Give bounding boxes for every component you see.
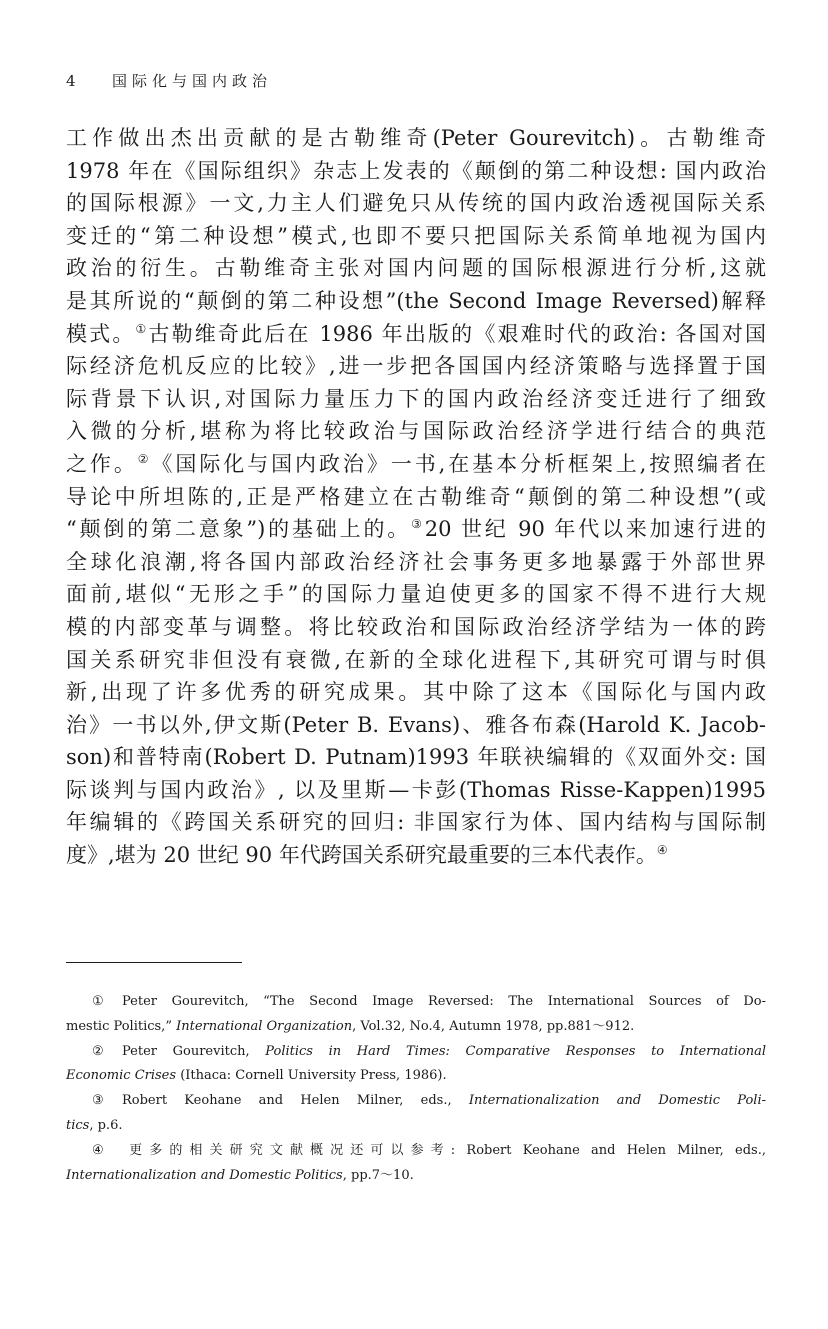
footnote-4: ④ 更多的相关研究文献概况还可以参考: Robert Keohane and Helen Milner, eds.,: [66, 1139, 766, 1164]
running-head: [66, 70, 272, 91]
body-line: 国关系研究非但没有衰微,在新的全球化进程下,其研究可谓与时俱: [66, 647, 766, 672]
body-line: 治》一书以外,伊文斯(Peter B. Evans)、雅各布森(Harold K. Jacob-: [66, 712, 766, 737]
footnote-2: ② Peter Gourevitch, Politics in Hard Times: Comparative Responses to International: [66, 1040, 766, 1065]
body-line: 新,出现了许多优秀的研究成果。其中除了这本《国际化与国内政: [66, 680, 766, 705]
body-line: 际谈判与国内政治》, 以及里斯—卡彭(Thomas Risse-Kappen)1995: [66, 777, 766, 802]
body-text: [66, 122, 766, 872]
body-line: 全球化浪潮,将各国内部政治经济社会事务更多地暴露于外部世界: [66, 549, 766, 574]
body-line: 导论中所坦陈的,正是严格建立在古勒维奇“颠倒的第二种设想”(或: [66, 484, 766, 509]
body-line: 年编辑的《跨国关系研究的回归: 非国家行为体、国内结构与国际制: [66, 810, 766, 835]
journal-title: International Organization: [176, 1018, 353, 1034]
footnote-mark: ①: [92, 994, 104, 1009]
body-line: 工作做出杰出贡献的是古勒维奇(Peter Gourevitch)。古勒维奇: [66, 126, 766, 150]
body-line: 度》,堪为 20 世纪 90 年代跨国关系研究最重要的三本代表作。④: [66, 843, 668, 868]
footnote-mark: ②: [92, 1043, 104, 1059]
book-title-italic: tics: [66, 1117, 90, 1133]
body-line: son)和普特南(Robert D. Putnam)1993 年联袂编辑的《双面外交: 国: [66, 745, 766, 770]
footnote-marker[interactable]: ①: [135, 321, 149, 336]
body-line: 际经济危机反应的比较》,进一步把各国国内经济策略与选择置于国: [66, 354, 766, 379]
body-line: 变迁的“第二种设想”模式,也即不要只把国际关系简单地视为国内: [66, 223, 766, 248]
footnote-marker[interactable]: ③: [411, 517, 425, 532]
footnote-marker[interactable]: ②: [137, 451, 152, 466]
body-line: “颠倒的第二意象”)的基础上的。③20 世纪 90 年代以来加速行进的: [66, 517, 766, 542]
body-line: 模式。①古勒维奇此后在 1986 年出版的《艰难时代的政治: 各国对国: [66, 321, 766, 346]
body-line: 1978 年在《国际组织》杂志上发表的《颠倒的第二种设想: 国内政治: [66, 158, 766, 183]
footnote-marker[interactable]: ④: [656, 843, 668, 858]
footnotes: [66, 990, 766, 1188]
footnote-4-continued: Internationalization and Domestic Politics, pp.7～10.: [66, 1167, 414, 1183]
book-title-italic: Internationalization and Domestic Poli-: [468, 1093, 766, 1109]
body-line: 际背景下认识,对国际力量压力下的国内政治经济变迁进行了细致: [66, 386, 766, 411]
footnote-separator: [66, 962, 242, 963]
footnote-1: ① Peter Gourevitch, “The Second Image Reversed: The International Sources of Do-: [66, 990, 766, 1015]
body-line: 是其所说的“颠倒的第二种设想”(the Second Image Reversed)解释: [66, 288, 766, 313]
footnote-mark: ④: [92, 1142, 104, 1158]
footnote-1-continued: mestic Politics,” International Organization, Vol.32, No.4, Autumn 1978, pp.881～912.: [66, 1018, 635, 1034]
page-number: 4: [66, 72, 77, 90]
footnote-3: ③ Robert Keohane and Helen Milner, eds., Internationalization and Domestic Poli-: [66, 1089, 766, 1114]
book-title: 国际化与国内政治: [112, 72, 273, 90]
book-title-italic: Internationalization and Domestic Politics: [66, 1167, 343, 1183]
body-line: 模的内部变革与调整。将比较政治和国际政治经济学结为一体的跨: [66, 614, 766, 639]
body-line: 的国际根源》一文,力主人们避免只从传统的国内政治透视国际关系: [66, 191, 766, 216]
book-title-italic: Politics in Hard Times: Comparative Responses to International: [265, 1043, 766, 1059]
body-line: 政治的衍生。古勒维奇主张对国内问题的国际根源进行分析,这就: [66, 256, 766, 281]
body-line: 面前,堪似“无形之手”的国际力量迫使更多的国家不得不进行大规: [66, 582, 766, 607]
book-title-italic: Economic Crises: [66, 1068, 177, 1084]
body-line: 入微的分析,堪称为将比较政治与国际政治经济学进行结合的典范: [66, 419, 766, 444]
body-line: 之作。②《国际化与国内政治》一书,在基本分析框架上,按照编者在: [66, 451, 766, 476]
footnote-mark: ③: [92, 1093, 104, 1109]
footnote-2-continued: Economic Crises (Ithaca: Cornell University Press, 1986).: [66, 1068, 447, 1084]
footnote-3-continued: tics, p.6.: [66, 1117, 123, 1133]
